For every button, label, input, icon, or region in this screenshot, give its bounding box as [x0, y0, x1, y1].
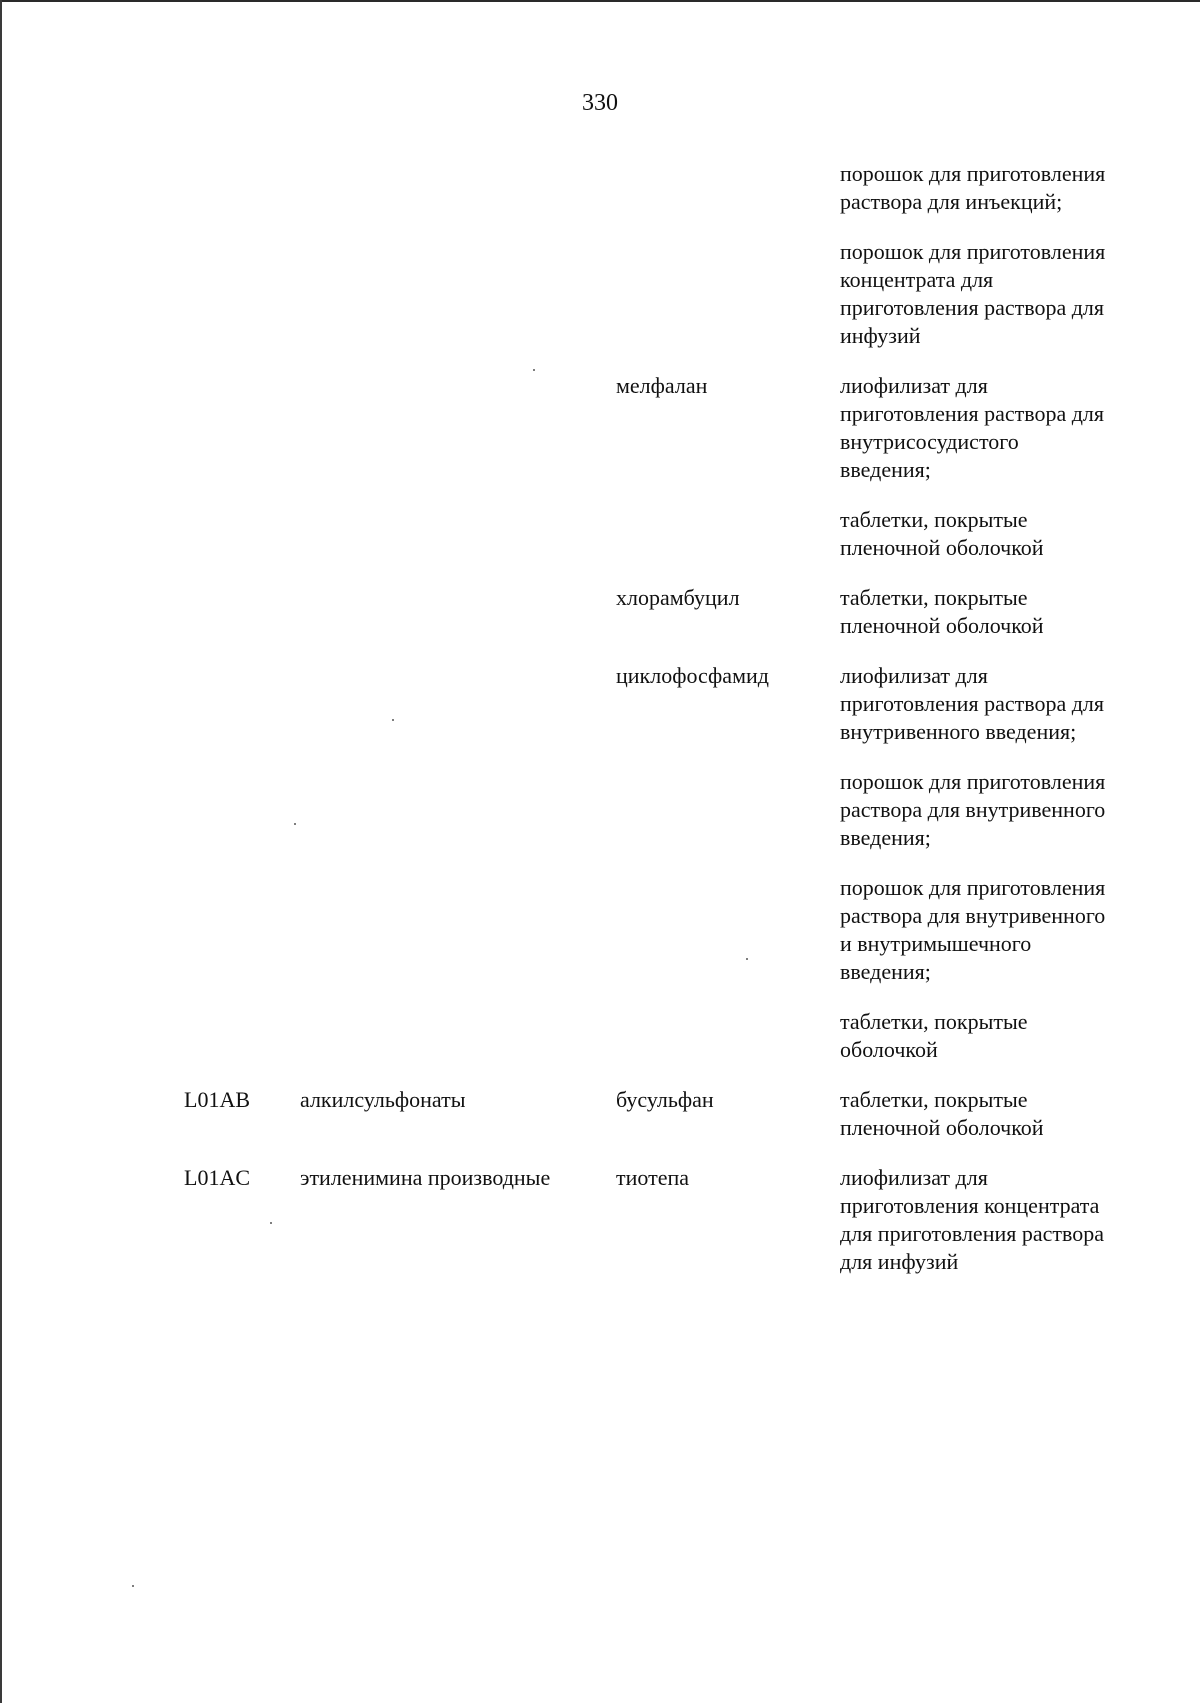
- dosage-forms: [840, 1086, 1110, 1142]
- drug-table: [184, 160, 1104, 1298]
- page-number: 330: [582, 90, 618, 116]
- dosage-forms: [840, 1164, 1110, 1276]
- dosage-form: таблетки, покрытые пленочной оболочкой: [840, 585, 1044, 638]
- drug-name: тиотепа: [616, 1165, 690, 1190]
- dosage-forms: [840, 584, 1110, 640]
- table-row: [184, 160, 1104, 350]
- scan-speck: [294, 823, 296, 825]
- drug-name: мелфалан: [616, 373, 708, 398]
- drug-name: хлорамбуцил: [616, 585, 740, 610]
- scan-speck: [392, 719, 394, 721]
- scan-edge-top: [0, 0, 1200, 2]
- dosage-forms: [840, 372, 1110, 562]
- dosage-form: порошок для приготовления концентрата для приготовления раствора для инфузий: [840, 239, 1106, 348]
- dosage-form: таблетки, покрытые пленочной оболочкой: [840, 507, 1044, 560]
- dosage-form: таблетки, покрытые пленочной оболочкой: [840, 1087, 1044, 1140]
- row-gap: [184, 562, 1104, 584]
- row-gap: [184, 1142, 1104, 1164]
- scan-speck: [533, 369, 535, 371]
- drug-name: бусульфан: [616, 1087, 714, 1112]
- scan-speck: [132, 1585, 134, 1587]
- dosage-form: лиофилизат для приготовления концентрата для приготовления раствора для инфузий: [840, 1165, 1104, 1274]
- row-gap: [184, 1276, 1104, 1298]
- table-row: [184, 372, 1104, 562]
- dosage-form: лиофилизат для приготовления раствора для внутрисосудистого введения;: [840, 373, 1104, 482]
- row-gap: [184, 640, 1104, 662]
- dosage-forms: [840, 160, 1110, 350]
- table-row: [184, 662, 1104, 1064]
- dosage-form: порошок для приготовления раствора для внутривенного и внутримышечного введения;: [840, 875, 1106, 984]
- scan-edge-left: [0, 0, 2, 1703]
- dosage-forms: [840, 662, 1110, 1064]
- scan-speck: [270, 1222, 272, 1224]
- group-name: этиленимина производные: [300, 1165, 551, 1190]
- group-name: алкилсульфонаты: [300, 1087, 466, 1112]
- dosage-form: порошок для приготовления раствора для инъекций;: [840, 161, 1106, 214]
- atc-code: L01AB: [184, 1087, 250, 1112]
- dosage-form: порошок для приготовления раствора для внутривенного введения;: [840, 769, 1106, 850]
- drug-name: циклофосфамид: [616, 663, 769, 688]
- atc-code: L01AC: [184, 1165, 250, 1190]
- table-row: [184, 1164, 1104, 1276]
- table-row: [184, 1086, 1104, 1142]
- dosage-form: таблетки, покрытые оболочкой: [840, 1009, 1028, 1062]
- row-gap: [184, 1064, 1104, 1086]
- row-gap: [184, 350, 1104, 372]
- table-row: [184, 584, 1104, 640]
- scan-speck: [746, 958, 748, 960]
- dosage-form: лиофилизат для приготовления раствора для внутривенного введения;: [840, 663, 1104, 744]
